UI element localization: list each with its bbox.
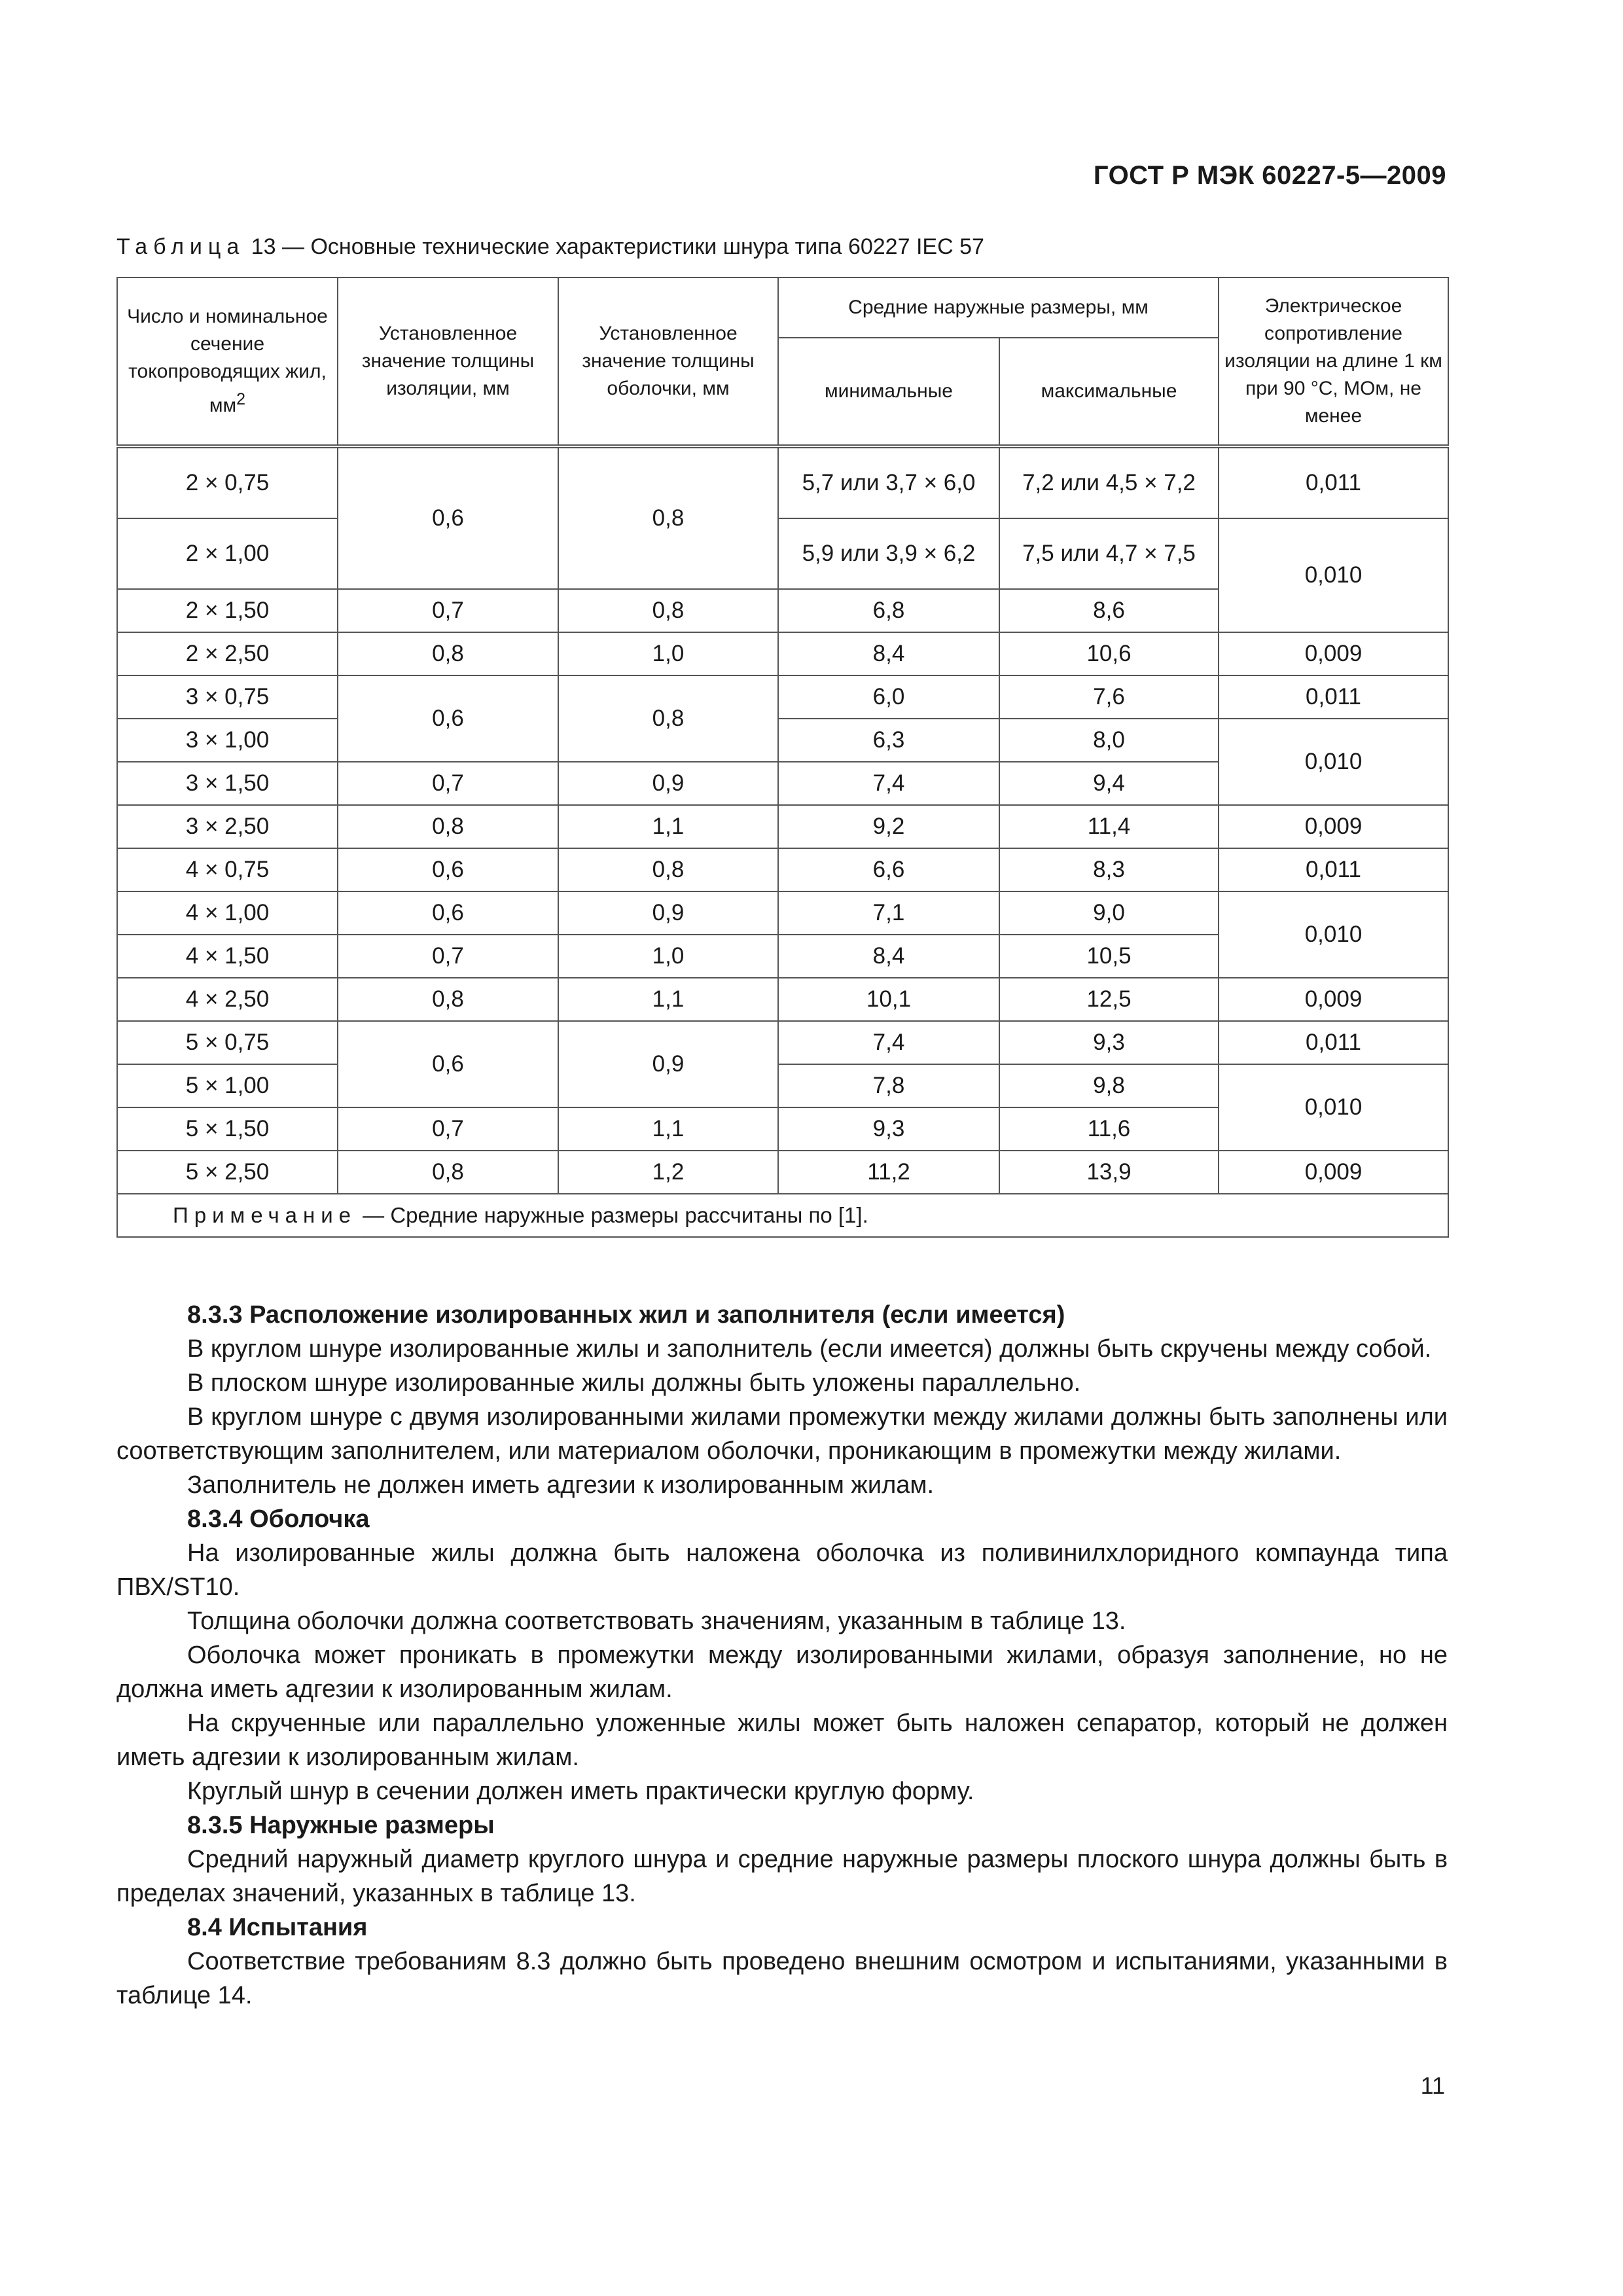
table-cell: 9,0 [999, 891, 1219, 935]
table-cell: 0,8 [338, 632, 558, 675]
paragraph: В плоском шнуре изолированные жилы должны быть уложены параллельно. [187, 1369, 1081, 1397]
table-cell: 2 × 1,50 [117, 589, 338, 632]
table-cell: 5,9 или 3,9 × 6,2 [778, 518, 999, 589]
table-cell: 6,3 [778, 719, 999, 762]
table-cell: 6,6 [778, 848, 999, 891]
paragraph: В круглом шнуре с двумя изолированными жилами промежутки между жилами должны быть заполнены или соответствующим заполнителем, или материалом оболочки, проникающим в промежутки между жилами. [116, 1403, 1448, 1465]
table-row [117, 719, 1448, 762]
table-cell: 5 × 1,00 [117, 1064, 338, 1107]
table-cell: 11,6 [999, 1107, 1219, 1151]
table-cell: 7,2 или 4,5 × 7,2 [999, 446, 1219, 518]
table-row [117, 891, 1448, 935]
table-cell: 4 × 1,00 [117, 891, 338, 935]
table-cell: 5 × 1,50 [117, 1107, 338, 1151]
table-cell: 7,1 [778, 891, 999, 935]
table-cell: 1,0 [558, 935, 778, 978]
table-cell: 0,8 [558, 589, 778, 632]
table-cell: 0,009 [1219, 978, 1448, 1021]
table-cell: 1,2 [558, 1151, 778, 1194]
table-cell: 11,4 [999, 805, 1219, 848]
table-cell: 7,4 [778, 762, 999, 805]
table-cell: 1,1 [558, 1107, 778, 1151]
paragraph: Заполнитель не должен иметь адгезии к изолированным жилам. [187, 1471, 935, 1499]
paragraph: Средний наружный диаметр круглого шнура и средние наружные размеры плоского шнура должны быть в пределах значений, указанных в таблице 13. [116, 1846, 1448, 1907]
table-row [117, 632, 1448, 675]
header-dimensions: Средние наружные размеры, мм [778, 278, 1219, 338]
specification-table [116, 277, 1449, 1238]
table-cell: 9,3 [778, 1107, 999, 1151]
table-cell: 6,0 [778, 675, 999, 719]
table-caption-text: 13 — Основные технические характеристики шнура типа 60227 IEC 57 [251, 234, 984, 259]
table-cell: 8,4 [778, 935, 999, 978]
table-cell: 1,1 [558, 805, 778, 848]
table-cell: 3 × 0,75 [117, 675, 338, 719]
table-cell: 3 × 1,50 [117, 762, 338, 805]
paragraph: Соответствие требованиям 8.3 должно быть проведено внешним осмотром и испытаниями, указанными в таблице 14. [116, 1948, 1448, 2009]
table-cell: 1,1 [558, 978, 778, 1021]
table-cell: 4 × 2,50 [117, 978, 338, 1021]
table-cell: 7,5 или 4,7 × 7,5 [999, 518, 1219, 589]
table-row [117, 518, 1448, 589]
table-cell: 5,7 или 3,7 × 6,0 [778, 446, 999, 518]
table-cell: 0,8 [338, 805, 558, 848]
header-sheath: Установленное значение толщины оболочки, мм [558, 278, 778, 446]
header-min: минимальные [778, 338, 999, 446]
paragraph: Оболочка может проникать в промежутки между изолированными жилами, образуя заполнение, но не должна иметь адгезии к изолированным жилам. [116, 1641, 1448, 1703]
table-cell: 8,4 [778, 632, 999, 675]
paragraph: На скрученные или параллельно уложенные жилы может быть наложен сепаратор, который не должен иметь адгезии к изолированным жилам. [116, 1710, 1448, 1771]
table-cell: 7,4 [778, 1021, 999, 1064]
table-cell: 2 × 0,75 [117, 446, 338, 518]
paragraph: На изолированные жилы должна быть наложена оболочка из поливинилхлоридного компаунда типа ПВХ/ST10. [116, 1539, 1448, 1601]
table-row [117, 1021, 1448, 1064]
section-heading: 8.3.3 Расположение изолированных жил и заполнителя (если имеется) [187, 1301, 1065, 1329]
body-text [116, 1298, 1448, 2013]
table-cell: 9,8 [999, 1064, 1219, 1107]
table-row [117, 675, 1448, 719]
table-cell: 5 × 0,75 [117, 1021, 338, 1064]
table-cell: 0,011 [1219, 848, 1448, 891]
table-cell: 0,7 [338, 589, 558, 632]
table-row [117, 978, 1448, 1021]
table-cell: 0,010 [1219, 891, 1448, 978]
table-cell: 0,011 [1219, 1021, 1448, 1064]
header-insulation: Установленное значение толщины изоляции, мм [338, 278, 558, 446]
header-cores: Число и номинальное сечение токопроводящих жил, $мм^2$ [117, 278, 338, 446]
table-cell: 0,7 [338, 762, 558, 805]
table-row [117, 848, 1448, 891]
table-row [117, 805, 1448, 848]
table-cell: 0,010 [1219, 1064, 1448, 1151]
table-cell: 0,009 [1219, 805, 1448, 848]
table-cell: 0,7 [338, 1107, 558, 1151]
table-row [117, 1064, 1448, 1107]
table-cell: 0,6 [338, 1021, 558, 1107]
table-cell: 0,7 [338, 935, 558, 978]
table-cell: 13,9 [999, 1151, 1219, 1194]
table-caption-word: Таблица [116, 234, 245, 259]
table-cell: 0,9 [558, 1021, 778, 1107]
table-cell: 8,0 [999, 719, 1219, 762]
table-cell: 7,8 [778, 1064, 999, 1107]
table-cell: 10,6 [999, 632, 1219, 675]
table-cell: 0,8 [338, 1151, 558, 1194]
paragraph: Толщина оболочки должна соответствовать значениям, указанным в таблице 13. [187, 1607, 1126, 1635]
table-cell: 0,9 [558, 891, 778, 935]
table-cell: 12,5 [999, 978, 1219, 1021]
table-cell: 0,8 [558, 848, 778, 891]
table-cell: 0,010 [1219, 719, 1448, 805]
table-row [117, 446, 1448, 518]
table-cell: 0,6 [338, 675, 558, 762]
table-cell: 8,3 [999, 848, 1219, 891]
table-cell: 1,0 [558, 632, 778, 675]
table-cell: 3 × 2,50 [117, 805, 338, 848]
table-cell: 0,011 [1219, 675, 1448, 719]
table-cell: 0,6 [338, 891, 558, 935]
table-cell: 4 × 1,50 [117, 935, 338, 978]
table-cell: 6,8 [778, 589, 999, 632]
table-cell: 3 × 1,00 [117, 719, 338, 762]
table-cell: 10,1 [778, 978, 999, 1021]
table-note: Примечание — Средние наружные размеры рассчитаны по [1]. [117, 1194, 1448, 1237]
table-cell: 5 × 2,50 [117, 1151, 338, 1194]
table-cell: 0,8 [338, 978, 558, 1021]
table-cell: 0,009 [1219, 632, 1448, 675]
table-cell: 0,010 [1219, 518, 1448, 632]
table-cell: 0,9 [558, 762, 778, 805]
table-cell: 9,2 [778, 805, 999, 848]
table-cell: 7,6 [999, 675, 1219, 719]
table-cell: 10,5 [999, 935, 1219, 978]
table-cell: 0,009 [1219, 1151, 1448, 1194]
section-heading: 8.3.4 Оболочка [187, 1505, 370, 1533]
section-heading: 8.4 Испытания [187, 1914, 368, 1941]
table-cell: 0,6 [338, 848, 558, 891]
header-resistance: Электрическое сопротивление изоляции на длине 1 км при 90 °C, МОм, не менее [1219, 278, 1448, 446]
table-note-row [117, 1194, 1448, 1237]
table-cell: 2 × 1,00 [117, 518, 338, 589]
paragraph: В круглом шнуре изолированные жилы и заполнитель (если имеется) должны быть скручены между собой. [187, 1335, 1432, 1363]
table-cell: 4 × 0,75 [117, 848, 338, 891]
table-cell: 8,6 [999, 589, 1219, 632]
table-caption [116, 234, 984, 260]
table-cell: 0,8 [558, 446, 778, 589]
page-number: 11 [1420, 2072, 1445, 2099]
paragraph: Круглый шнур в сечении должен иметь практически круглую форму. [187, 1778, 974, 1805]
table-cell: 11,2 [778, 1151, 999, 1194]
table-row [117, 1151, 1448, 1194]
header-max: максимальные [999, 338, 1219, 446]
table-cell: 0,011 [1219, 446, 1448, 518]
table-cell: 9,4 [999, 762, 1219, 805]
table-cell: 0,6 [338, 446, 558, 589]
table-cell: 9,3 [999, 1021, 1219, 1064]
table-cell: 0,8 [558, 675, 778, 762]
document-header: ГОСТ Р МЭК 60227-5—2009 [1093, 161, 1446, 190]
table-cell: 2 × 2,50 [117, 632, 338, 675]
section-heading: 8.3.5 Наружные размеры [187, 1812, 495, 1839]
